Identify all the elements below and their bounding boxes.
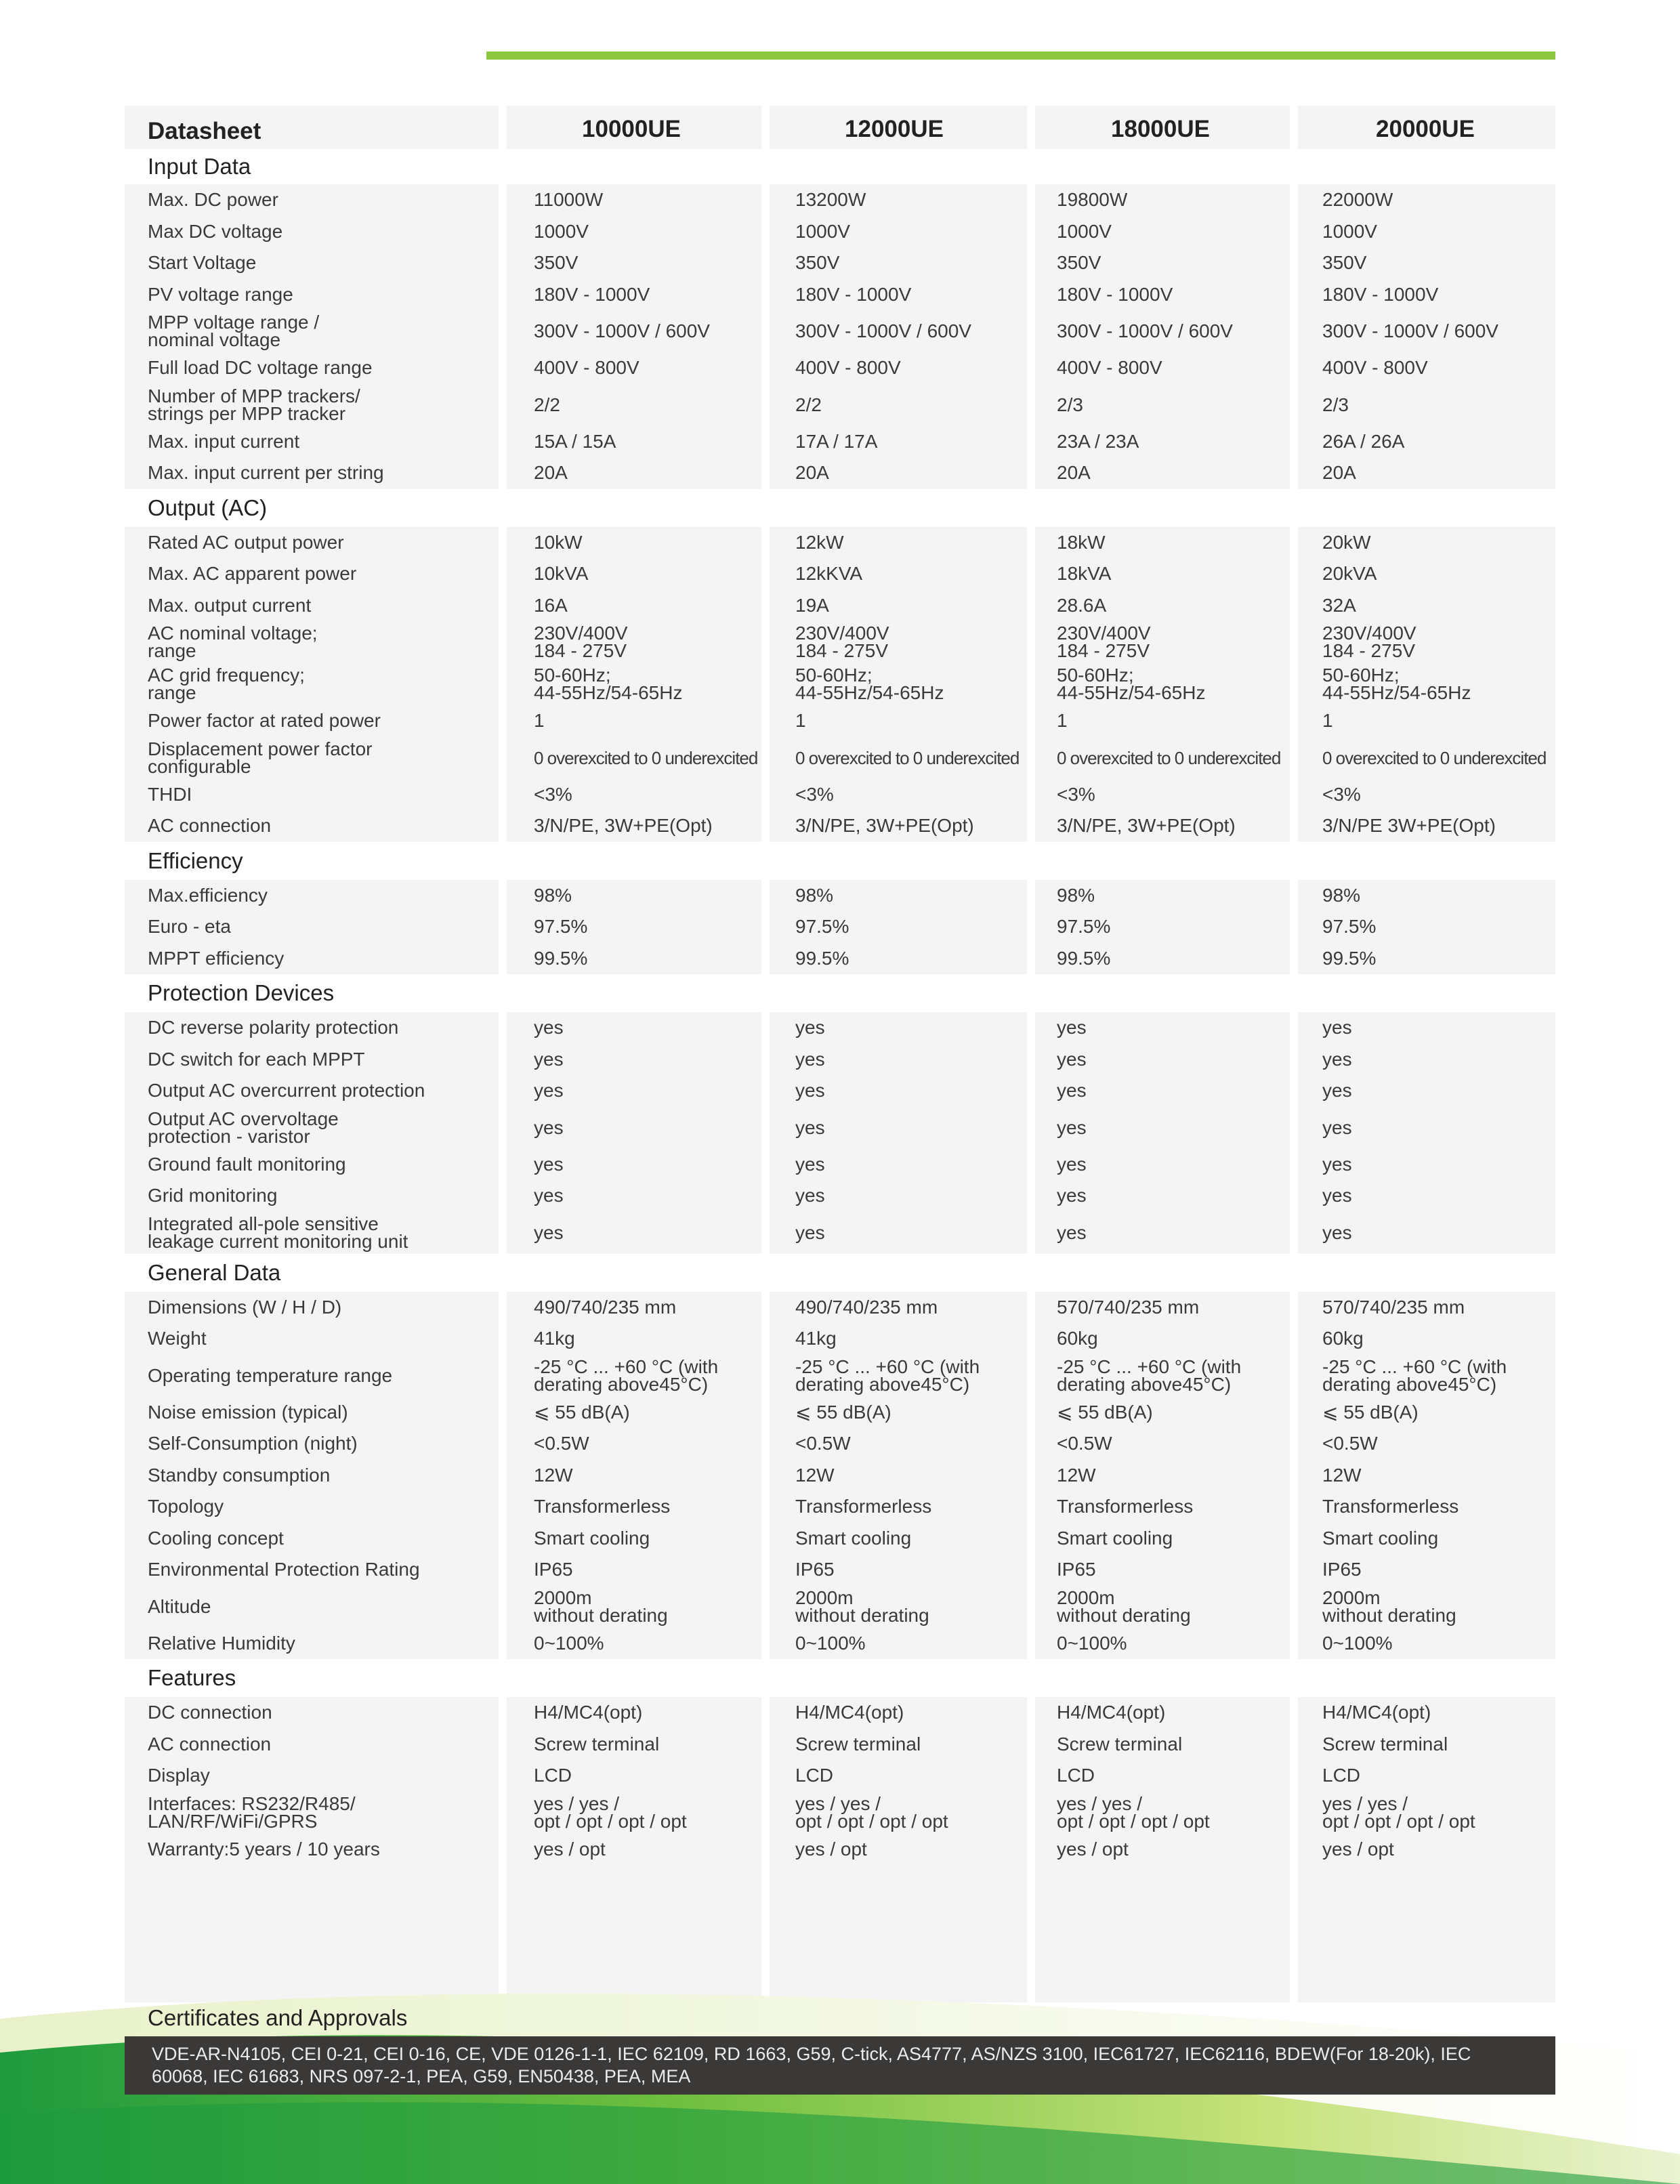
row-value: <3% <box>795 783 834 805</box>
row-value: 41kg <box>795 1328 837 1349</box>
row-value: yes <box>534 1048 564 1070</box>
table-row <box>125 1491 1555 1523</box>
row-value: 50-60Hz; 44-55Hz/54-65Hz <box>1057 665 1206 703</box>
model-header: 20000UE <box>1376 116 1475 142</box>
table-row <box>125 247 1555 279</box>
row-value: yes / yes / opt / opt / opt / opt <box>1057 1792 1210 1832</box>
row-label: AC grid frequency; range <box>148 665 305 703</box>
row-value: IP65 <box>795 1559 835 1580</box>
row-label: Power factor at rated power <box>148 710 381 732</box>
row-value: yes <box>1057 1185 1087 1206</box>
row-value: <3% <box>1057 783 1095 805</box>
row-label: DC connection <box>148 1702 272 1723</box>
row-label: DC reverse polarity protection <box>148 1017 399 1038</box>
row-value: H4/MC4(opt) <box>795 1702 904 1723</box>
row-value: 1000V <box>1322 220 1377 242</box>
row-value: -25 °C ... +60 °C (with derating above45°C) <box>795 1356 980 1395</box>
row-label: Standby consumption <box>148 1464 331 1486</box>
top-accent-bar <box>486 51 1555 60</box>
row-value: ⩽ 55 dB(A) <box>1057 1401 1153 1423</box>
row-value: 50-60Hz; 44-55Hz/54-65Hz <box>795 665 944 703</box>
row-label: PV voltage range <box>148 283 293 305</box>
table-row <box>125 384 1555 426</box>
row-label: Full load DC voltage range <box>148 357 373 379</box>
model-header: 12000UE <box>845 116 944 142</box>
row-value: 19A <box>795 594 829 616</box>
section-title <box>125 1659 1555 1697</box>
row-value: ⩽ 55 dB(A) <box>795 1401 891 1423</box>
section-title-text: Input Data <box>148 154 251 179</box>
row-value: 350V <box>534 252 579 274</box>
row-label: Cooling concept <box>148 1527 284 1549</box>
row-value: yes <box>534 1185 564 1206</box>
row-label: Integrated all-pole sensitive leakage current monitoring unit <box>148 1213 408 1252</box>
row-value: 12W <box>795 1464 835 1486</box>
row-value: 3/N/PE, 3W+PE(Opt) <box>795 815 974 837</box>
row-value: H4/MC4(opt) <box>534 1702 643 1723</box>
row-value: 230V/400V 184 - 275V <box>534 623 628 661</box>
table-row <box>125 1012 1555 1044</box>
row-label: Grid monitoring <box>148 1185 278 1206</box>
table-header <box>125 106 1555 149</box>
table-row <box>125 1107 1555 1149</box>
datasheet-label: Datasheet <box>148 118 261 144</box>
row-value: 98% <box>1057 884 1095 906</box>
row-value: <0.5W <box>1322 1433 1378 1454</box>
row-value: Screw terminal <box>534 1733 660 1755</box>
row-label: THDI <box>148 783 192 805</box>
row-label: Max. DC power <box>148 189 278 211</box>
row-value: 22000W <box>1322 189 1393 211</box>
row-label: MPPT efficiency <box>148 947 285 969</box>
row-value: Smart cooling <box>795 1527 912 1549</box>
row-value: 32A <box>1322 594 1356 616</box>
row-value: yes <box>1057 1221 1087 1243</box>
row-value: yes <box>1057 1116 1087 1138</box>
row-value: yes / yes / opt / opt / opt / opt <box>795 1792 948 1832</box>
row-value: 97.5% <box>795 916 849 938</box>
row-value: 0 overexcited to 0 underexcited <box>795 747 1020 768</box>
row-value: 41kg <box>534 1328 575 1349</box>
row-value: 350V <box>1057 252 1101 274</box>
table-row <box>125 1355 1555 1397</box>
row-label: Self-Consumption (night) <box>148 1433 358 1454</box>
row-value: 60kg <box>1322 1328 1364 1349</box>
row-label: Max. input current <box>148 430 300 452</box>
table-row <box>125 310 1555 352</box>
row-value: 17A / 17A <box>795 430 878 452</box>
row-value: 2000m without derating <box>534 1587 668 1626</box>
row-value: 99.5% <box>795 947 849 969</box>
row-value: 400V - 800V <box>1322 357 1428 379</box>
row-value: 12W <box>1322 1464 1362 1486</box>
row-value: 13200W <box>795 189 866 211</box>
row-value: Transformerless <box>534 1496 671 1517</box>
row-value: 0~100% <box>534 1632 604 1654</box>
row-value: 50-60Hz; 44-55Hz/54-65Hz <box>1322 665 1471 703</box>
row-value: H4/MC4(opt) <box>1322 1702 1431 1723</box>
table-row <box>125 590 1555 622</box>
row-label: Output AC overcurrent protection <box>148 1080 425 1101</box>
table-row <box>125 1586 1555 1628</box>
row-label: Environmental Protection Rating <box>148 1559 420 1580</box>
table-row <box>125 426 1555 458</box>
table-row <box>125 1792 1555 1834</box>
row-value: <0.5W <box>1057 1433 1112 1454</box>
table-row <box>125 1428 1555 1460</box>
row-value: <0.5W <box>534 1433 589 1454</box>
table-row <box>125 621 1555 663</box>
row-value: 1000V <box>795 220 850 242</box>
table-row <box>125 527 1555 559</box>
row-value: 12W <box>534 1464 573 1486</box>
row-value: 97.5% <box>1322 916 1377 938</box>
row-value: 20kVA <box>1322 563 1377 585</box>
row-value: 230V/400V 184 - 275V <box>795 623 889 661</box>
row-value: 0~100% <box>1322 1632 1393 1654</box>
row-value: 1 <box>534 710 545 732</box>
row-value: yes <box>534 1221 564 1243</box>
sections <box>125 149 1555 1865</box>
table-row <box>125 1760 1555 1792</box>
row-value: 0 overexcited to 0 underexcited <box>534 747 758 768</box>
table-row <box>125 705 1555 737</box>
row-value: 12W <box>1057 1464 1096 1486</box>
row-value: yes <box>795 1221 825 1243</box>
row-value: 570/740/235 mm <box>1322 1296 1465 1318</box>
row-value: 180V - 1000V <box>795 283 912 305</box>
table-row <box>125 279 1555 311</box>
table-row <box>125 1460 1555 1492</box>
certificates-text: VDE-AR-N4105, CEI 0-21, CEI 0-16, CE, VDE 0126-1-1, IEC 62109, RD 1663, G59, C-tick, AS4777, AS/NZS 3100, IEC61727, IEC62116, BDEW(For 18-20k), IEC 60068, IEC 61683, NRS 097-2-1, PEA, G59, EN50438, PEA, MEA <box>125 2036 1555 2095</box>
row-value: 98% <box>1322 884 1361 906</box>
row-value: IP65 <box>1057 1559 1096 1580</box>
row-value: IP65 <box>534 1559 573 1580</box>
row-value: 300V - 1000V / 600V <box>1322 320 1498 341</box>
row-value: 15A / 15A <box>534 430 616 452</box>
row-label: Warranty:5 years / 10 years <box>148 1838 380 1860</box>
row-value: 20A <box>1322 462 1356 484</box>
row-value: Screw terminal <box>795 1733 921 1755</box>
section-title-text: Features <box>148 1665 236 1690</box>
table-row <box>125 737 1555 779</box>
row-value: 97.5% <box>1057 916 1111 938</box>
section-title-text: Protection Devices <box>148 980 335 1005</box>
table-row <box>125 352 1555 384</box>
row-label: MPP voltage range / nominal voltage <box>148 312 320 350</box>
section-title <box>125 149 1555 184</box>
row-value: IP65 <box>1322 1559 1362 1580</box>
row-value: -25 °C ... +60 °C (with derating above45°C) <box>534 1356 719 1395</box>
row-value: LCD <box>795 1765 834 1786</box>
row-value: 350V <box>1322 252 1367 274</box>
row-label: Topology <box>148 1496 224 1517</box>
row-value: -25 °C ... +60 °C (with derating above45°C) <box>1057 1356 1242 1395</box>
row-value: 300V - 1000V / 600V <box>534 320 710 341</box>
row-value: yes <box>534 1153 564 1175</box>
section-title <box>125 1254 1555 1292</box>
table-row <box>125 810 1555 842</box>
table-row <box>125 1729 1555 1761</box>
row-value: yes <box>1057 1080 1087 1101</box>
row-value: Transformerless <box>795 1496 932 1517</box>
row-value: yes <box>1057 1017 1087 1038</box>
table-row <box>125 1834 1555 1866</box>
row-value: ⩽ 55 dB(A) <box>1322 1401 1419 1423</box>
row-value: 490/740/235 mm <box>534 1296 677 1318</box>
row-value: 98% <box>795 884 834 906</box>
section-title-text: Output (AC) <box>148 495 268 520</box>
table-row <box>125 558 1555 590</box>
row-value: yes <box>1057 1153 1087 1175</box>
row-value: 2/3 <box>1322 394 1349 415</box>
row-value: yes <box>795 1080 825 1101</box>
row-value: 28.6A <box>1057 594 1107 616</box>
table-row <box>125 663 1555 705</box>
row-value: yes <box>1322 1221 1352 1243</box>
section-title-text: General Data <box>148 1259 281 1285</box>
row-value: 3/N/PE, 3W+PE(Opt) <box>534 815 713 837</box>
row-value: 26A / 26A <box>1322 430 1405 452</box>
row-value: Screw terminal <box>1057 1733 1183 1755</box>
row-value: yes <box>795 1048 825 1070</box>
row-value: yes / opt <box>534 1838 606 1860</box>
table-row <box>125 1397 1555 1429</box>
row-label: Output AC overvoltage protection - varistor <box>148 1108 339 1147</box>
row-label: Max. output current <box>148 594 312 616</box>
table-row <box>125 1075 1555 1107</box>
row-value: 1000V <box>534 220 589 242</box>
row-value: 20kW <box>1322 531 1371 553</box>
row-value: 400V - 800V <box>795 357 901 379</box>
table-row <box>125 1180 1555 1212</box>
certificates-title: Certificates and Approvals <box>148 2005 408 2030</box>
row-label: Number of MPP trackers/ strings per MPP tracker <box>148 385 360 424</box>
section-title <box>125 974 1555 1012</box>
row-label: Ground fault monitoring <box>148 1153 346 1175</box>
table-row <box>125 943 1555 975</box>
row-value: <0.5W <box>795 1433 851 1454</box>
row-value: 10kVA <box>534 563 589 585</box>
table-row <box>125 1212 1555 1254</box>
row-label: Euro - eta <box>148 916 231 938</box>
table-row <box>125 911 1555 943</box>
row-label: Max. AC apparent power <box>148 563 357 585</box>
row-value: yes <box>1057 1048 1087 1070</box>
row-value: yes / yes / opt / opt / opt / opt <box>534 1792 687 1832</box>
row-value: 1 <box>1322 710 1333 732</box>
row-value: 300V - 1000V / 600V <box>795 320 971 341</box>
row-value: 60kg <box>1057 1328 1098 1349</box>
row-value: yes <box>1322 1017 1352 1038</box>
row-value: Smart cooling <box>534 1527 650 1549</box>
row-label: Weight <box>148 1328 207 1349</box>
row-value: yes <box>1322 1185 1352 1206</box>
row-value: 20A <box>534 462 568 484</box>
row-value: 18kVA <box>1057 563 1112 585</box>
row-value: yes <box>1322 1153 1352 1175</box>
row-value: LCD <box>1057 1765 1095 1786</box>
table-row <box>125 457 1555 489</box>
table-row <box>125 184 1555 216</box>
row-label: AC connection <box>148 815 272 837</box>
row-value: 18kW <box>1057 531 1106 553</box>
row-value: 2/3 <box>1057 394 1083 415</box>
row-label: AC connection <box>148 1733 272 1755</box>
row-value: 19800W <box>1057 189 1128 211</box>
row-label: Noise emission (typical) <box>148 1401 348 1423</box>
row-value: Transformerless <box>1057 1496 1194 1517</box>
row-value: 2000m without derating <box>1057 1587 1191 1626</box>
row-value: 16A <box>534 594 568 616</box>
row-label: Dimensions (W / H / D) <box>148 1296 342 1318</box>
row-value: 490/740/235 mm <box>795 1296 938 1318</box>
row-value: 180V - 1000V <box>1057 283 1173 305</box>
row-value: H4/MC4(opt) <box>1057 1702 1166 1723</box>
row-value: Smart cooling <box>1057 1527 1173 1549</box>
row-value: yes <box>1322 1116 1352 1138</box>
table-row <box>125 1323 1555 1355</box>
row-value: 2000m without derating <box>795 1587 929 1626</box>
datasheet-table <box>125 106 1555 1865</box>
row-value: 0 overexcited to 0 underexcited <box>1057 747 1281 768</box>
row-value: 50-60Hz; 44-55Hz/54-65Hz <box>534 665 683 703</box>
row-value: 99.5% <box>1057 947 1111 969</box>
row-value: 3/N/PE 3W+PE(Opt) <box>1322 815 1496 837</box>
row-value: 180V - 1000V <box>534 283 650 305</box>
table-row <box>125 880 1555 912</box>
row-value: yes <box>1322 1080 1352 1101</box>
row-value: <3% <box>534 783 572 805</box>
row-label: Max.efficiency <box>148 884 268 906</box>
table-row <box>125 1149 1555 1181</box>
row-value: Screw terminal <box>1322 1733 1448 1755</box>
row-label: Rated AC output power <box>148 531 344 553</box>
row-value: yes <box>795 1153 825 1175</box>
row-value: 99.5% <box>1322 947 1377 969</box>
row-label: Operating temperature range <box>148 1364 393 1386</box>
row-value: 97.5% <box>534 916 588 938</box>
row-value: LCD <box>534 1765 572 1786</box>
row-value: 10kW <box>534 531 583 553</box>
row-value: 300V - 1000V / 600V <box>1057 320 1233 341</box>
row-value: yes <box>795 1017 825 1038</box>
table-row <box>125 1523 1555 1555</box>
row-label: DC switch for each MPPT <box>148 1048 365 1070</box>
row-value: 570/740/235 mm <box>1057 1296 1200 1318</box>
row-value: 20A <box>795 462 829 484</box>
row-value: yes / opt <box>1322 1838 1394 1860</box>
row-label: Max DC voltage <box>148 220 283 242</box>
row-value: 1 <box>795 710 806 732</box>
model-header: 18000UE <box>1111 116 1210 142</box>
row-value: 2/2 <box>534 394 560 415</box>
row-value: 0 overexcited to 0 underexcited <box>1322 747 1547 768</box>
table-row <box>125 1697 1555 1729</box>
table-row <box>125 1628 1555 1660</box>
row-label: Altitude <box>148 1595 211 1617</box>
table-row <box>125 1554 1555 1586</box>
row-value: 11000W <box>534 189 604 211</box>
row-value: yes <box>534 1017 564 1038</box>
table-row <box>125 779 1555 811</box>
row-value: 0~100% <box>795 1632 866 1654</box>
section-title <box>125 842 1555 880</box>
row-value: yes / yes / opt / opt / opt / opt <box>1322 1792 1475 1832</box>
row-value: 12kKVA <box>795 563 863 585</box>
row-value: 1000V <box>1057 220 1112 242</box>
row-label: Start Voltage <box>148 252 257 274</box>
row-value: yes <box>534 1116 564 1138</box>
table-row <box>125 1044 1555 1076</box>
table-row <box>125 216 1555 248</box>
row-value: 99.5% <box>534 947 588 969</box>
row-value: yes <box>795 1116 825 1138</box>
row-label: Displacement power factor configurable <box>148 738 373 777</box>
row-value: 98% <box>534 884 572 906</box>
row-value: yes <box>534 1080 564 1101</box>
row-value: 12kW <box>795 531 844 553</box>
row-value: 400V - 800V <box>1057 357 1162 379</box>
row-value: Smart cooling <box>1322 1527 1439 1549</box>
row-label: Interfaces: RS232/R485/ LAN/RF/WiFi/GPRS <box>148 1792 356 1832</box>
row-value: <3% <box>1322 783 1361 805</box>
row-value: 2000m without derating <box>1322 1587 1456 1626</box>
section-title-text: Efficiency <box>148 847 243 873</box>
row-value: 3/N/PE, 3W+PE(Opt) <box>1057 815 1236 837</box>
row-label: Display <box>148 1765 210 1786</box>
row-value: yes <box>795 1185 825 1206</box>
row-value: Transformerless <box>1322 1496 1459 1517</box>
row-value: yes / opt <box>795 1838 867 1860</box>
row-value: 400V - 800V <box>534 357 639 379</box>
row-value: LCD <box>1322 1765 1361 1786</box>
row-value: -25 °C ... +60 °C (with derating above45°C) <box>1322 1356 1507 1395</box>
row-label: AC nominal voltage; range <box>148 623 318 661</box>
row-value: 180V - 1000V <box>1322 283 1439 305</box>
section-title <box>125 489 1555 527</box>
row-label: Relative Humidity <box>148 1632 295 1654</box>
row-value: 20A <box>1057 462 1091 484</box>
row-value: 1 <box>1057 710 1068 732</box>
row-value: yes <box>1322 1048 1352 1070</box>
row-label: Max. input current per string <box>148 462 384 484</box>
row-value: ⩽ 55 dB(A) <box>534 1401 630 1423</box>
row-value: 230V/400V 184 - 275V <box>1057 623 1151 661</box>
row-value: 230V/400V 184 - 275V <box>1322 623 1416 661</box>
row-value: 2/2 <box>795 394 822 415</box>
row-value: 0~100% <box>1057 1632 1127 1654</box>
table-row <box>125 1292 1555 1324</box>
row-value: 23A / 23A <box>1057 430 1139 452</box>
row-value: 350V <box>795 252 840 274</box>
model-header: 10000UE <box>582 116 681 142</box>
row-value: yes / opt <box>1057 1838 1129 1860</box>
